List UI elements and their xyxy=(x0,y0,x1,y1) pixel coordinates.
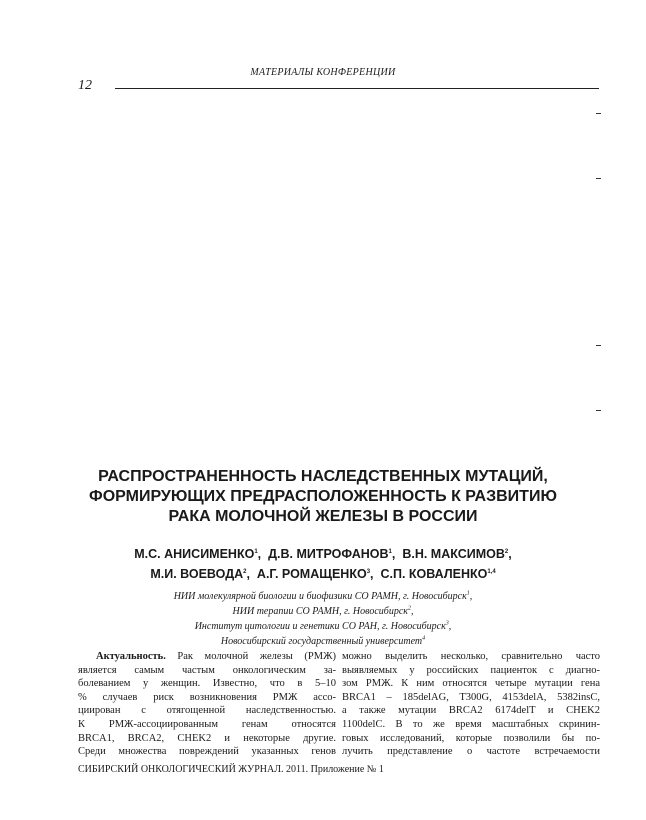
affiliation-mark: 3 xyxy=(445,620,449,627)
author-name: М.И. ВОЕВОДА xyxy=(150,567,244,581)
author-line xyxy=(60,544,586,564)
title-line: РАКА МОЛОЧНОЙ ЖЕЛЕЗЫ В РОССИИ xyxy=(168,508,478,525)
affiliation-separator: , xyxy=(410,606,414,617)
body-line: говых исследований, которые позволили бы по- xyxy=(342,732,600,744)
affiliation-line xyxy=(60,604,586,619)
page-number: 12 xyxy=(78,78,92,93)
author-list xyxy=(60,544,586,584)
margin-tick xyxy=(596,410,601,411)
body-line: % случаев риск возникновения РМЖ ассо- xyxy=(78,691,336,703)
affiliation-mark: 4 xyxy=(422,635,426,642)
article-title xyxy=(60,467,586,527)
body-line: зом РМЖ. К ним относятся четыре мутации гена xyxy=(342,678,600,690)
affiliation-line xyxy=(60,634,586,649)
author-separator: , xyxy=(246,567,254,581)
running-head: МАТЕРИАЛЫ КОНФЕРЕНЦИИ xyxy=(250,67,396,78)
body-line: болеванием у женщин. Известно, что в 5–10 xyxy=(78,678,336,690)
author-name: С.П. КОВАЛЕНКО xyxy=(380,567,488,581)
body-line xyxy=(78,650,336,664)
author-separator: , xyxy=(508,547,512,561)
affiliation-list xyxy=(60,589,586,649)
affiliation-text: Институт цитологии и генетики СО РАН, г. Новосибирск xyxy=(194,621,446,632)
body-line: выявляемых у российских пациенток с диагно- xyxy=(342,664,600,676)
author-separator: , xyxy=(391,547,399,561)
affiliation-separator: , xyxy=(448,621,452,632)
body-line: циирован с отягощенной наследственностью. xyxy=(78,705,336,717)
author-name: А.Г. РОМАЩЕНКО xyxy=(256,567,367,581)
title-line: РАСПРОСТРАНЕННОСТЬ НАСЛЕДСТВЕННЫХ МУТАЦИЙ, xyxy=(98,468,548,485)
body-line: а также мутации BRCA2 6174delT и CHEK2 xyxy=(342,705,600,717)
body-column-left xyxy=(78,650,336,759)
body-line-text: Рак молочной железы (РМЖ) xyxy=(165,651,336,662)
author-separator: , xyxy=(370,567,377,581)
margin-tick xyxy=(596,113,601,114)
affiliation-text: НИИ молекулярной биологии и биофизики СО РАМН, г. Новосибирск xyxy=(173,591,467,602)
section-lead: Актуальность. xyxy=(96,651,166,662)
author-affiliation-mark: 2 xyxy=(504,548,509,555)
title-line: ФОРМИРУЮЩИХ ПРЕДРАСПОЛОЖЕННОСТЬ К РАЗВИТИЮ xyxy=(89,488,557,505)
affiliation-text: Новосибирский государственный университет xyxy=(220,636,423,647)
body-line: 1100delC. В то же время масштабных скринин- xyxy=(342,718,600,730)
affiliation-mark: 1 xyxy=(466,590,470,597)
affiliation-mark: 2 xyxy=(407,605,411,612)
author-name: В.Н. МАКСИМОВ xyxy=(402,547,505,561)
body-line: BRCA1 – 185delAG, T300G, 4153delA, 5382insC, xyxy=(342,691,600,703)
affiliation-line xyxy=(60,619,586,634)
author-affiliation-mark: 2 xyxy=(243,568,247,575)
margin-tick xyxy=(596,345,601,346)
author-line xyxy=(60,564,586,584)
affiliation-line xyxy=(60,589,586,604)
author-name: М.С. АНИСИМЕНКО xyxy=(134,547,255,561)
body-line: можно выделить несколько, сравнительно часто xyxy=(342,651,600,662)
affiliation-text: НИИ терапии СО РАМН, г. Новосибирск xyxy=(232,606,408,617)
body-line: К РМЖ-ассоциированным генам относятся xyxy=(78,718,336,730)
author-affiliation-mark: 1 xyxy=(254,548,258,555)
body-column-right xyxy=(342,650,600,759)
author-affiliation-mark: 3 xyxy=(366,568,371,575)
journal-footer: СИБИРСКИЙ ОНКОЛОГИЧЕСКИЙ ЖУРНАЛ. 2011. Приложение № 1 xyxy=(78,764,384,775)
author-separator: , xyxy=(257,547,265,561)
author-affiliation-mark: 1 xyxy=(388,548,392,555)
body-line: является самым частым онкологическим за- xyxy=(78,664,336,676)
body-line: BRCA1, BRCA2, CHEK2 и некоторые другие. xyxy=(78,732,336,744)
margin-tick xyxy=(596,178,601,179)
body-line: лучить представление о частоте встречаемости xyxy=(342,746,600,758)
author-name: Д.В. МИТРОФАНОВ xyxy=(268,547,389,561)
body-line: Среди множества повреждений указанных генов xyxy=(78,746,336,758)
author-affiliation-mark: 1,4 xyxy=(487,568,496,575)
header-rule xyxy=(115,88,599,89)
affiliation-separator: , xyxy=(469,591,473,602)
